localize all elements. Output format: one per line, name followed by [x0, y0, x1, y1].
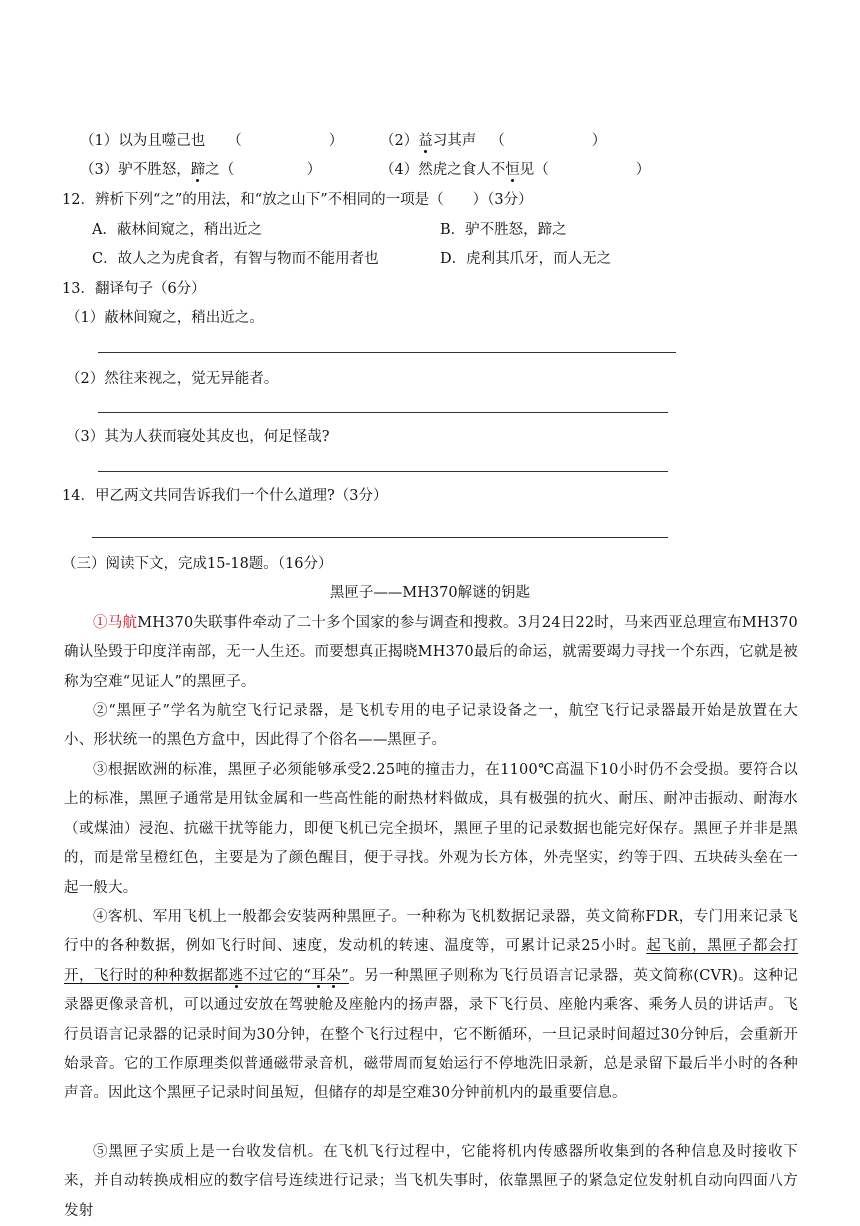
article-paragraph-2: ②“黑匣子”学名为航空飞行记录器，是飞机专用的电子记录设备之一，航空飞行记录器最开始是放置在大小、形状统一的黑色方盒中，因此得了个俗名——黑匣子。	[64, 703, 798, 749]
q13-answer-line-1[interactable]	[98, 352, 676, 353]
article-paragraph-1	[64, 609, 798, 697]
q13-sentence-2: （2）然往来视之，觉无异能者。	[66, 371, 279, 387]
underlined-dotted-char-3: 朵	[326, 967, 342, 984]
q11-item-4-suffix: 见	[519, 162, 535, 178]
q12-option-c[interactable]: C．故人之为虎食者，有智与物而不能用者也	[92, 251, 379, 267]
underlined-part-2: 不过它的“	[243, 967, 312, 984]
q11-item-3-suffix: 之	[205, 162, 220, 178]
q11-item-2-prefix: （2）	[380, 133, 419, 149]
article-title: 黑匣子——MH370解谜的钥匙	[329, 585, 531, 601]
q11-item-4-dotted-char: 恒	[505, 162, 520, 178]
article-paragraph-4	[64, 903, 798, 1109]
article-paragraph-3: ③根据欧洲的标准，黑匣子必须能够承受2.25吨的撞击力，在1100℃高温下10小时仍不会受损。要符合以上的标准，黑匣子通常是用钛金属和一些高性能的耐热材料做成，具有极强的抗火、耐压、耐冲击振动、耐海水（或煤油）浸泡、抗磁干扰等能力，即便飞机已完全损坏，黑匣子里的记录数据也能完好保存。黑匣子并非是黑的，而是常呈橙红色，主要是为了颜色醒目，便于寻找。外观为长方体，外壳坚实，约等于四、五块砖头垒在一起一般大。	[64, 762, 798, 896]
paragraph-4-text-b: 。另一种黑匣子则称为飞行员语言记录器，英文简称(CVR)。这种记录器更像录音机，可以通过安放在驾驶舱及座舱内的扬声器，录下飞行员、座舱内乘客、乘务人员的讲话声。飞行员语言记录器的记录时间为30分钟，在整个飞行过程中，它不断循环，一旦记录时间超过30分钟后，会重新开始录音。它的工作原理类似普通磁带录音机，磁带周而复始运行不停地洗旧录新，总是录留下最后半小时的各种声音。因此这个黑匣子记录时间虽短，但储存的却是空难30分钟前机内的最重要信息。	[64, 967, 799, 1102]
q11-item-2-suffix: 习其声	[432, 133, 477, 149]
paragraph-1-text: MH370失联事件牵动了二十多个国家的参与调查和搜救。3月24日22时，马来西亚总理宣布MH370确认坠毁于印度洋南部，无一人生还。而要想真正揭晓MH370最后的命运，就需要竭力寻找一个东西，它就是被称为空难“见证人”的黑匣子。	[64, 615, 798, 690]
q11-item-4-prefix: （4）然虎之食人不	[380, 162, 506, 178]
q11-item-3-blank[interactable]: （ ）	[219, 162, 322, 178]
paragraph-4-text-a: ④客机、军用飞机上一般都会安装两种黑匣子。一种称为飞机数据记录器，英文简称FDR，专门用来记录飞行中的各种数据，例如飞行时间、速度，发动机的转速、温度等，可累计记录25小时。	[64, 909, 798, 955]
q13-sentence-3: （3）其为人获而寝处其皮也，何足怪哉?	[66, 429, 330, 445]
q12-stem: 12．辨析下列“之”的用法，和“放之山下”不相同的一项是（ ）（3分）	[62, 192, 533, 208]
q11-item-3-prefix: （3）驴不胜怒，	[80, 162, 191, 178]
underlined-part-1: 起飞前，黑匣子都会打开，飞行时的种种数据都	[64, 938, 799, 984]
q14-stem: 14．甲乙两文共同告诉我们一个什么道理?（3分）	[62, 488, 388, 504]
underlined-dotted-char-2: 耳	[311, 967, 327, 984]
q11-item-1-blank[interactable]: （ ）	[227, 133, 344, 149]
paragraph-1-marker: ①马航	[93, 615, 138, 631]
section-3-intro: （三）阅读下文，完成15-18题。（16分）	[62, 556, 333, 572]
q13-answer-line-2[interactable]	[98, 412, 668, 413]
q11-item-2	[380, 131, 606, 151]
q11-item-1-text: （1）以为且噬己也	[80, 133, 206, 149]
q12-option-d[interactable]: D．虎利其爪牙，而人无之	[440, 251, 612, 267]
q11-item-2-dotted-char: 益	[418, 133, 433, 149]
underlined-part-3: ”	[341, 967, 349, 984]
q11-item-4	[380, 160, 650, 180]
q11-item-4-blank[interactable]: （ ）	[534, 162, 651, 178]
q13-sentence-1: （1）蔽林间窥之，稍出近之。	[66, 310, 264, 326]
q14-answer-line[interactable]	[92, 537, 668, 538]
q13-answer-line-3[interactable]	[98, 471, 668, 472]
q11-item-3	[80, 160, 321, 180]
q11-item-1	[80, 131, 343, 151]
q11-item-2-blank[interactable]: （ ）	[490, 133, 607, 149]
underlined-dotted-char-1: 逃	[228, 967, 244, 984]
q12-option-a[interactable]: A．蔽林间窥之，稍出近之	[92, 222, 262, 238]
q13-stem: 13．翻译句子（6分）	[62, 281, 206, 297]
article-paragraph-5: ⑤黑匣子实质上是一台收发信机。在飞机飞行过程中，它能将机内传感器所收集到的各种信息及时接收下来，并自动转换成相应的数字信号连续进行记录；当飞机失事时，依靠黑匣子的紧急定位发射机自动向四面八方发射	[64, 1144, 798, 1219]
q11-item-3-dotted-char: 蹄	[190, 162, 206, 178]
q12-option-b[interactable]: B．驴不胜怒，蹄之	[440, 222, 567, 238]
